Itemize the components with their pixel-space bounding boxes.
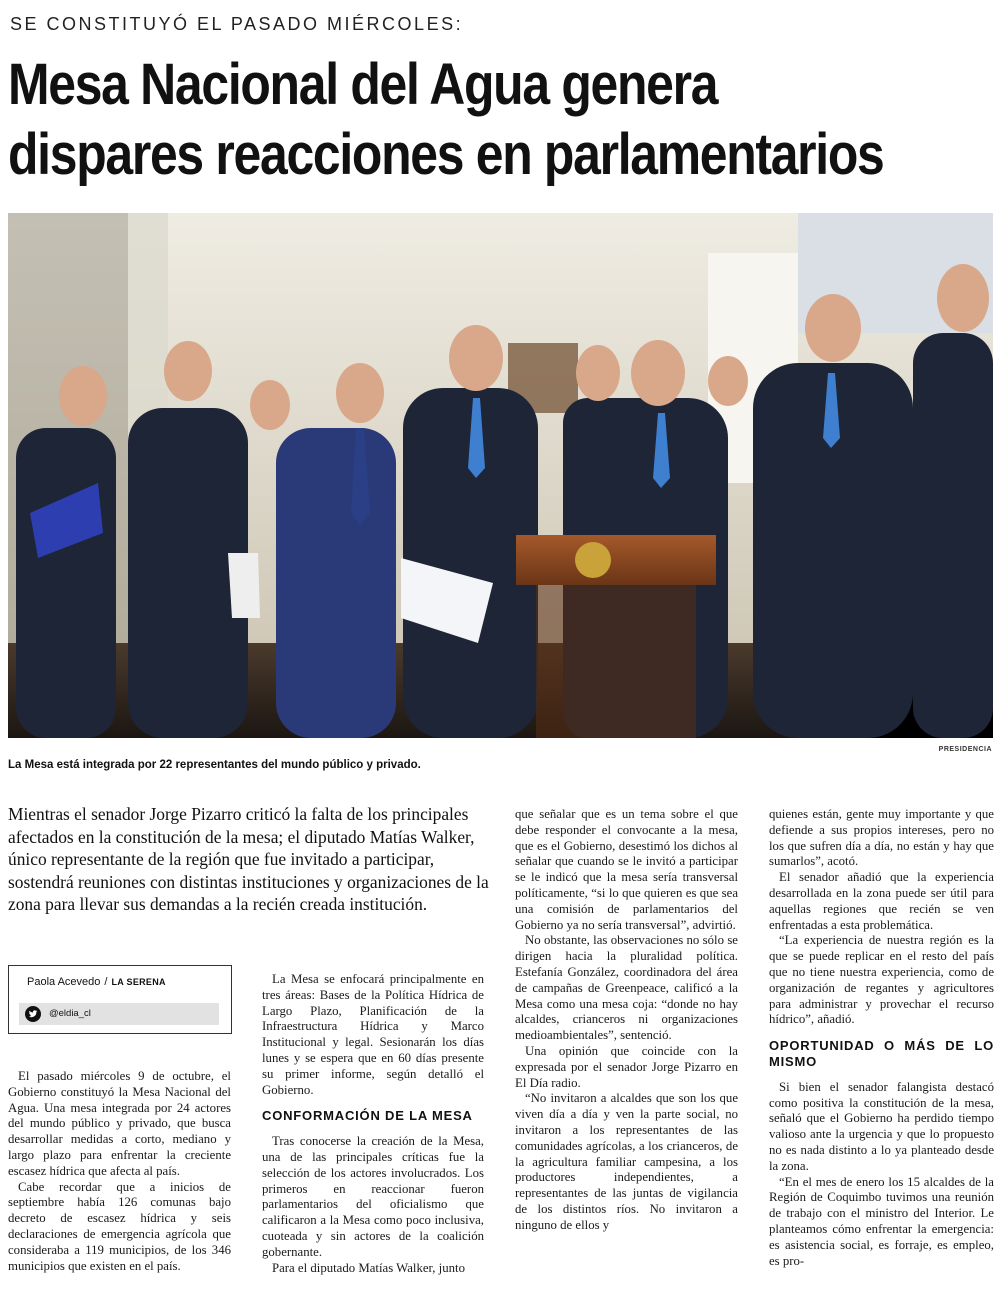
news-photo: [8, 213, 993, 738]
body-paragraph: Cabe recordar que a inicios de septiembre había 126 comunas bajo decreto de escasez hídrica y seis declaraciones de emergencia agrícola que consideraba a 119 municipios, de los 346 municipios que existen en el país.: [8, 1179, 231, 1273]
column-3: [515, 807, 738, 1234]
twitter-handle[interactable]: @eldia_cl: [49, 1008, 91, 1019]
body-paragraph: “No invitaron a alcaldes que son los que viven día a día y ven la parte social, no invitaron a los representantes de las comunidades agrícolas, a los crianceros, de la agricultura familiar campesina, a los productores independientes, a representantes de las juntas de vigilancia de los distintos ríos. No invitaron a ninguno de ellos y: [515, 1091, 738, 1232]
body-paragraph: No obstante, las observaciones no sólo se dirigen hacia la pluralidad política. Estefanía González, coordinadora del área de campañas de Greenpeace, calificó a la Mesa como una mesa coja: “donde no hay alcaldes, crianceros ni organizaciones medioambientales”, sentenció.: [515, 933, 738, 1043]
byline: [27, 976, 166, 988]
photo-illustration: [8, 213, 993, 738]
body-paragraph: quienes están, gente muy importante y que defiende a sus propios intereses, pero no los que sufren día a día, no están y hay que sumarlos”, acotó.: [769, 807, 994, 869]
body-paragraph: Una opinión que coincide con la expresada por el senador Jorge Pizarro en El Día radio.: [515, 1043, 738, 1090]
body-paragraph: “En el mes de enero los 15 alcaldes de la Región de Coquimbo tuvimos una reunión de trabajo con el ministro del Interior. Le planteamos cómo enfrentar la emergencia: es asistencia social, es forraje, es empleo, es pro-: [769, 1174, 994, 1268]
twitter-bar[interactable]: [19, 1003, 219, 1025]
twitter-bird-icon: [25, 1006, 41, 1022]
headline-line-1: Mesa Nacional del Agua genera: [8, 52, 718, 117]
column-4: [769, 807, 994, 1269]
byline-location: LA SERENA: [111, 977, 166, 987]
byline-box: [8, 965, 232, 1034]
lead-paragraph: Mientras el senador Jorge Pizarro criticó la falta de los principales afectados en la constitución de la mesa; el diputado Matías Walker, único representante de la región que fue invitado a participar, sostendrá reuniones con distintas instituciones y organizaciones de la zona para llevar sus demandas a la recién creada institución.: [8, 804, 489, 914]
body-paragraph: El pasado miércoles 9 de octubre, el Gobierno constituyó la Mesa Nacional del Agua. Una mesa integrada por 24 actores del mundo público y privado, que busca desarrollar medidas a corto, mediano y largo plazo para enfrentar la creciente escasez hídrica que afecta al país.: [8, 1069, 231, 1178]
body-paragraph: Para el diputado Matías Walker, junto: [272, 1260, 465, 1275]
body-paragraph: “La experiencia de nuestra región es la que se puede replicar en el resto del país que no tiene nuestra experiencia, como de organización de regantes y agricultores para administrar y provechar el recurso hídrico”, añadió.: [769, 933, 994, 1027]
photo-caption: La Mesa está integrada por 22 representantes del mundo público y privado.: [8, 759, 421, 771]
column-2: [262, 972, 484, 1276]
body-paragraph: La Mesa se enfocará principalmente en tres áreas: Bases de la Política Hídrica de Largo Plazo, Planificación de la Infraestructura Hídrica y Marco Institucional y legal. Sesionarán los días lunes y se espera que en 60 días presente su primer informe, según detalló el Gobierno.: [262, 972, 484, 1097]
column-1: [8, 1069, 231, 1274]
subheading-oportunidad: OPORTUNIDAD O MÁS DE LO MISMO: [769, 1038, 994, 1069]
subheading-conformacion: CONFORMACIÓN DE LA MESA: [262, 1108, 473, 1124]
author-name: Paola Acevedo: [27, 976, 101, 988]
body-paragraph: Si bien el senador falangista destacó como positiva la constitución de la mesa, señaló que el Gobierno ha perdido tiempo valioso ante la urgencia y que lo propuesto no es nada distinto a lo ya planteado desde la zona.: [769, 1079, 994, 1173]
body-paragraph: El senador añadió que la experiencia desarrollada en la zona puede ser útil para aquellas regiones que recién se ven enfrentadas a esta problemática.: [769, 870, 994, 932]
body-paragraph: Tras conocerse la creación de la Mesa, una de las principales críticas fue la selección de los actores involucrados. Los primeros en reaccionar fueron parlamentarios del oficialismo que calificaron a la Mesa como poco inclusiva, cuoteada y sin actores de la coalición gobernante.: [262, 1134, 484, 1259]
photo-credit: PRESIDENCIA: [938, 746, 992, 753]
kicker: SE CONSTITUYÓ EL PASADO MIÉRCOLES:: [10, 14, 464, 34]
body-paragraph: que señalar que es un tema sobre el que debe responder el convocante a la mesa, que es el Gobierno, desestimó los dichos al señalar que cuando se le invitó a participar se le indicó que la mesa sería transversal políticamente, “si lo que quieren es que sea una comisión de parlamentarios del Gobierno ya no sería transversal”, advirtió.: [515, 807, 738, 932]
headline: [8, 50, 884, 190]
headline-line-2: dispares reacciones en parlamentarios: [8, 122, 884, 187]
byline-separator: /: [104, 976, 108, 988]
